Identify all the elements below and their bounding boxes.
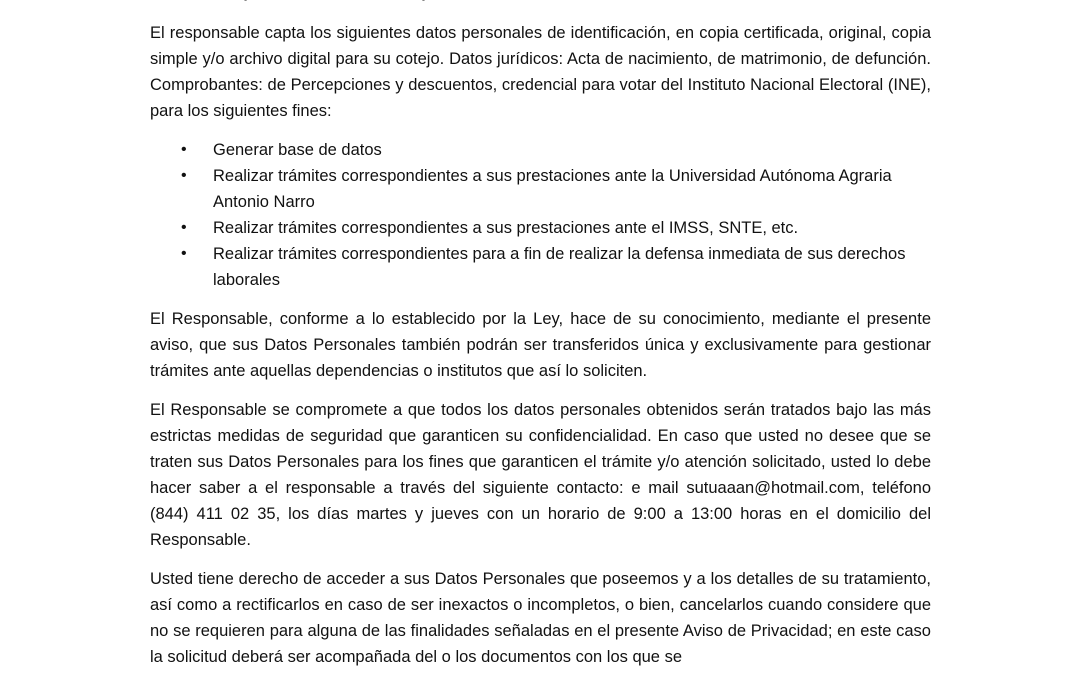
list-item [150,163,931,215]
list-item [150,241,931,293]
paragraph-data-transfer: El Responsable, conforme a lo establecido por la Ley, hace de su conocimiento, mediante el presente aviso, que sus Datos Personales también podrán ser transferidos única y exclusivamente para gestionar trámites ante aquellas dependencias o institutos que así lo soliciten. [150,310,931,380]
list-item [150,215,931,241]
bullet-icon: • [181,245,187,262]
list-item-text: Realizar trámites correspondientes a sus prestaciones ante el IMSS, SNTE, etc. [213,219,799,237]
bullet-icon: • [181,219,187,236]
document-body [150,0,931,683]
list-item-text: Realizar trámites correspondientes para a fin de realizar la defensa inmediata de sus derechos laborales [213,245,906,289]
bullet-icon: • [181,141,187,158]
purposes-list [150,137,931,293]
list-item-text: Generar base de datos [213,141,382,159]
list-item [150,137,931,163]
clipped-heading-line [150,0,931,6]
clipped-heading-text [150,0,931,1]
paragraph-security-contact: El Responsable se compromete a que todos los datos personales obtenidos serán tratados bajo las más estrictas medidas de seguridad que garanticen su confidencialidad. En caso que usted no desee que se traten sus Datos Personales para los fines que garanticen el trámite y/o atención solicitado, usted lo debe hacer saber a el responsable a través del siguiente contacto: e mail sutuaaan@hotmail.com, teléfono (844) 411 02 35, los días martes y jueves con un horario de 9:00 a 13:00 horas en el domicilio del Responsable. [150,401,931,549]
paragraph-personal-data: El responsable capta los siguientes datos personales de identificación, en copia certificada, original, copia simple y/o archivo digital para su cotejo. Datos jurídicos: Acta de nacimiento, de matrimonio, de defunción. Comprobantes: de Percepciones y descuentos, credencial para votar del Instituto Nacional Electoral (INE), para los siguientes fines: [150,24,931,120]
paragraph-arco-rights: Usted tiene derecho de acceder a sus Datos Personales que poseemos y a los detalles de su tratamiento, así como a rectificarlos en caso de ser inexactos o incompletos, o bien, cancelarlos cuando considere que no se requieren para alguna de las finalidades señaladas en el presente Aviso de Privacidad; en este caso la solicitud deberá ser acompañada del o los documentos con los que se [150,570,931,666]
list-item-text: Realizar trámites correspondientes a sus prestaciones ante la Universidad Autónoma Agraria Antonio Narro [213,167,892,211]
bullet-icon: • [181,167,187,184]
